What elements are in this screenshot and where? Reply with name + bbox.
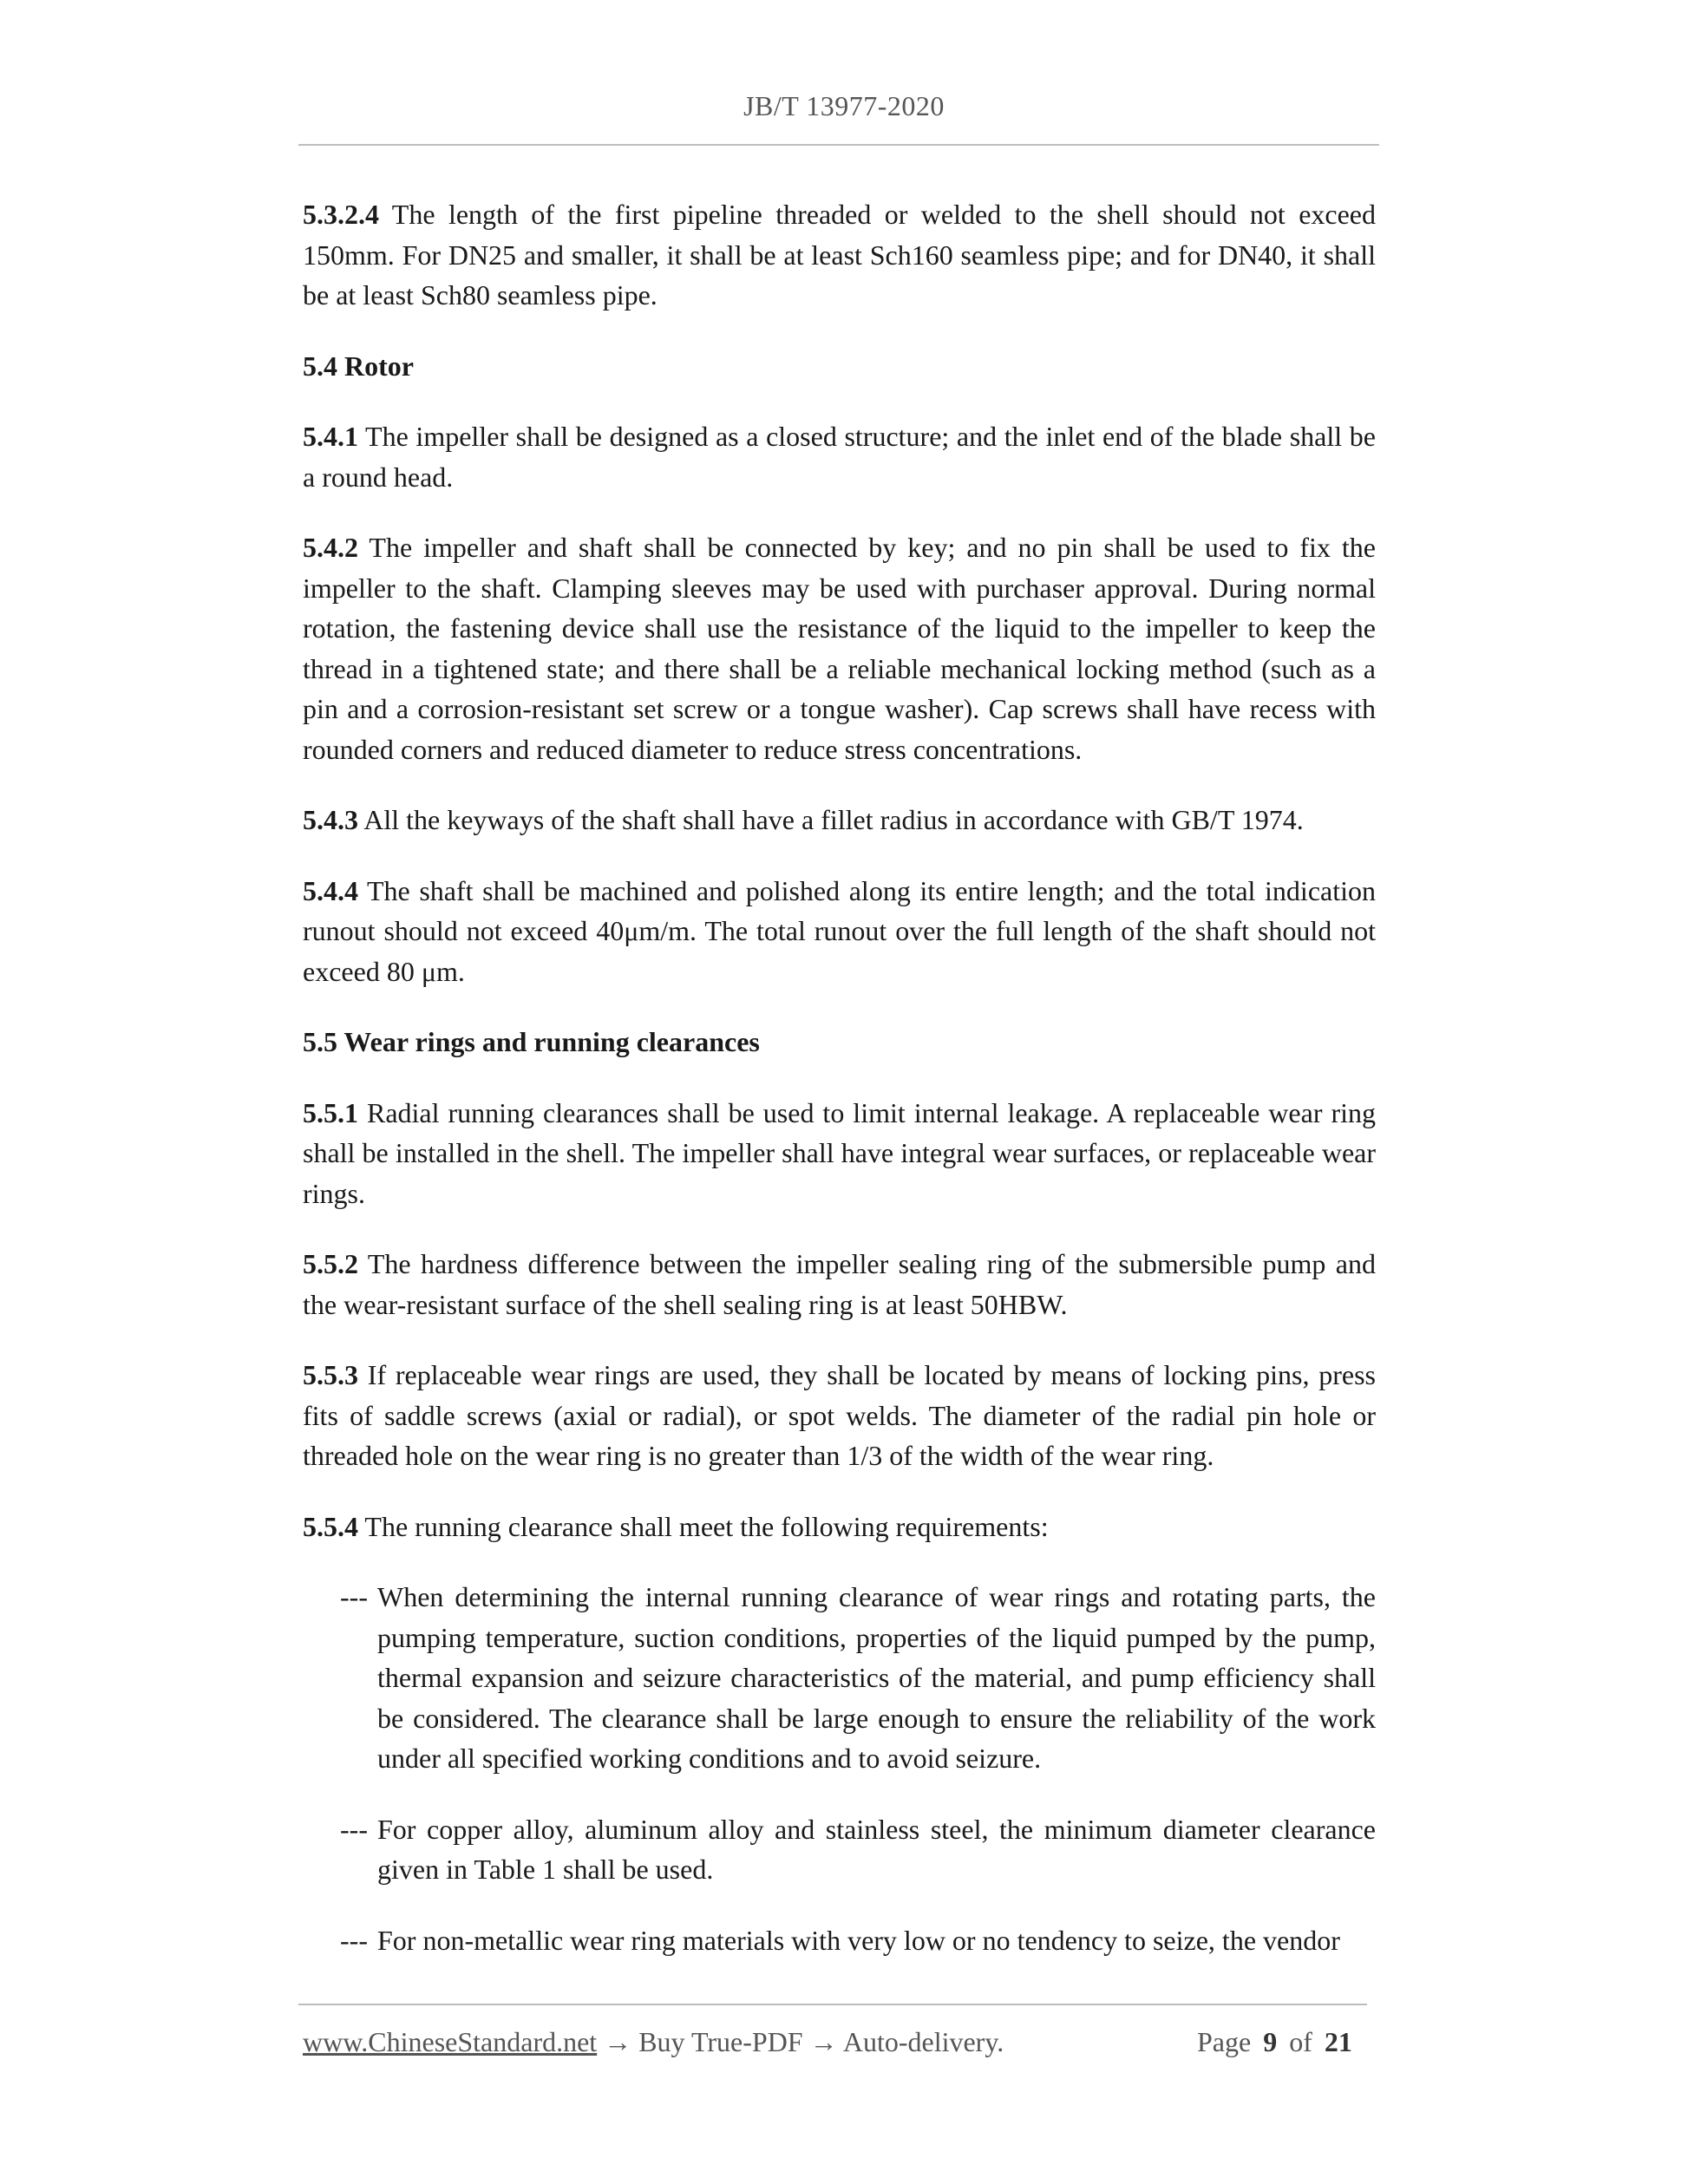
- page-label: Page: [1197, 2026, 1252, 2057]
- clause-5-4-3: [303, 800, 1376, 840]
- list-dash-marker: ---: [340, 1924, 368, 1956]
- buy-true-pdf-text: Buy True-PDF: [638, 2026, 803, 2057]
- clause-number: 5.4.4: [303, 874, 358, 906]
- arrow-right-icon: →: [604, 2026, 632, 2057]
- clause-text: The running clearance shall meet the following requirements:: [358, 1510, 1049, 1542]
- list-dash-marker: ---: [340, 1813, 368, 1845]
- clause-5-5-3: [303, 1355, 1376, 1476]
- clause-text: The length of the first pipeline threaded or welded to the shell should not exceed 150mm. For DN25 and smaller, it shall be at least Sch160 seamless pipe; and for DN40, it shall be at least Sch80 seamless pipe.: [303, 199, 1376, 311]
- clause-number: 5.5.1: [303, 1096, 358, 1128]
- list-item: [340, 1809, 1376, 1890]
- document-body: [303, 194, 1376, 1991]
- clause-5-5-4: [303, 1507, 1376, 1547]
- arrow-right-icon: →: [809, 2026, 838, 2057]
- clause-5-4-2: [303, 527, 1376, 769]
- clause-text: If replaceable wear rings are used, they shall be located by means of locking pins, press fits of saddle screws (axial or radial), or spot welds. The diameter of the radial pin hole or threaded hole on the wear ring is no greater than 1/3 of the width of the wear ring.: [303, 1359, 1376, 1471]
- section-heading-wear-rings: 5.5 Wear rings and running clearances: [303, 1026, 760, 1057]
- clause-number: 5.5.3: [303, 1359, 358, 1390]
- clause-5-3-2-4: [303, 194, 1376, 316]
- page-indicator: [1197, 2026, 1352, 2058]
- clause-number: 5.4.3: [303, 804, 358, 835]
- clause-5-5-2: [303, 1244, 1376, 1324]
- requirements-list: [303, 1577, 1376, 1960]
- list-item-text: For non-metallic wear ring materials with very low or no tendency to seize, the vendor: [377, 1924, 1340, 1956]
- clause-text: All the keyways of the shaft shall have a fillet radius in accordance with GB/T 1974.: [358, 804, 1304, 835]
- clause-number: 5.3.2.4: [303, 199, 379, 230]
- clause-number: 5.5.4: [303, 1510, 358, 1542]
- section-heading-rotor: 5.4 Rotor: [303, 350, 414, 382]
- list-item-text: When determining the internal running clearance of wear rings and rotating parts, the pumping temperature, suction conditions, properties of the liquid pumped by the pump, thermal expansion and seizure characteristics of the material, and pump efficiency shall be considered. The clearance shall be large enough to ensure the reliability of the work under all specified working conditions and to avoid seizure.: [377, 1581, 1376, 1774]
- page-header-standard-id: JB/T 13977-2020: [743, 90, 945, 121]
- clause-text: The impeller and shaft shall be connected by key; and no pin shall be used to fix the impeller to the shaft. Clamping sleeves may be used with purchaser approval. During normal rotation, the fastening device shall use the resistance of the liquid to the impeller to keep the thread in a tightened state; and there shall be a reliable mechanical locking method (such as a pin and a corrosion-resistant set screw or a tongue washer). Cap screws shall have recess with rounded corners and reduced diameter to reduce stress concentrations.: [303, 532, 1376, 765]
- auto-delivery-text: Auto-delivery.: [842, 2026, 1004, 2057]
- clause-number: 5.4.2: [303, 532, 358, 563]
- header-divider: [298, 144, 1379, 146]
- list-item-text: For copper alloy, aluminum alloy and stainless steel, the minimum diameter clearance given in Table 1 shall be used.: [377, 1813, 1376, 1885]
- clause-text: The shaft shall be machined and polished along its entire length; and the total indication runout should not exceed 40μm/m. The total runout over the full length of the shaft should not exceed 80 μm.: [303, 874, 1376, 987]
- footer-divider: [298, 2004, 1367, 2005]
- clause-number: 5.5.2: [303, 1248, 358, 1279]
- clause-text: Radial running clearances shall be used to limit internal leakage. A replaceable wear ring shall be installed in the shell. The impeller shall have integral wear surfaces, or replaceable wear rings.: [303, 1096, 1376, 1209]
- total-pages-number: 21: [1324, 2026, 1352, 2057]
- clause-5-4-4: [303, 871, 1376, 992]
- clause-number: 5.4.1: [303, 421, 358, 452]
- list-item: [340, 1577, 1376, 1779]
- clause-text: The impeller shall be designed as a closed structure; and the inlet end of the blade shall be a round head.: [303, 421, 1376, 493]
- site-link[interactable]: www.ChineseStandard.net: [303, 2026, 598, 2057]
- of-label: of: [1289, 2026, 1312, 2057]
- clause-5-4-1: [303, 416, 1376, 497]
- current-page-number: 9: [1263, 2026, 1278, 2057]
- clause-5-5-1: [303, 1093, 1376, 1214]
- clause-text: The hardness difference between the impeller sealing ring of the submersible pump and the wear-resistant surface of the shell sealing ring is at least 50HBW.: [303, 1248, 1376, 1320]
- list-dash-marker: ---: [340, 1581, 368, 1612]
- footer-promo: [303, 2026, 1004, 2058]
- list-item: [340, 1920, 1376, 1961]
